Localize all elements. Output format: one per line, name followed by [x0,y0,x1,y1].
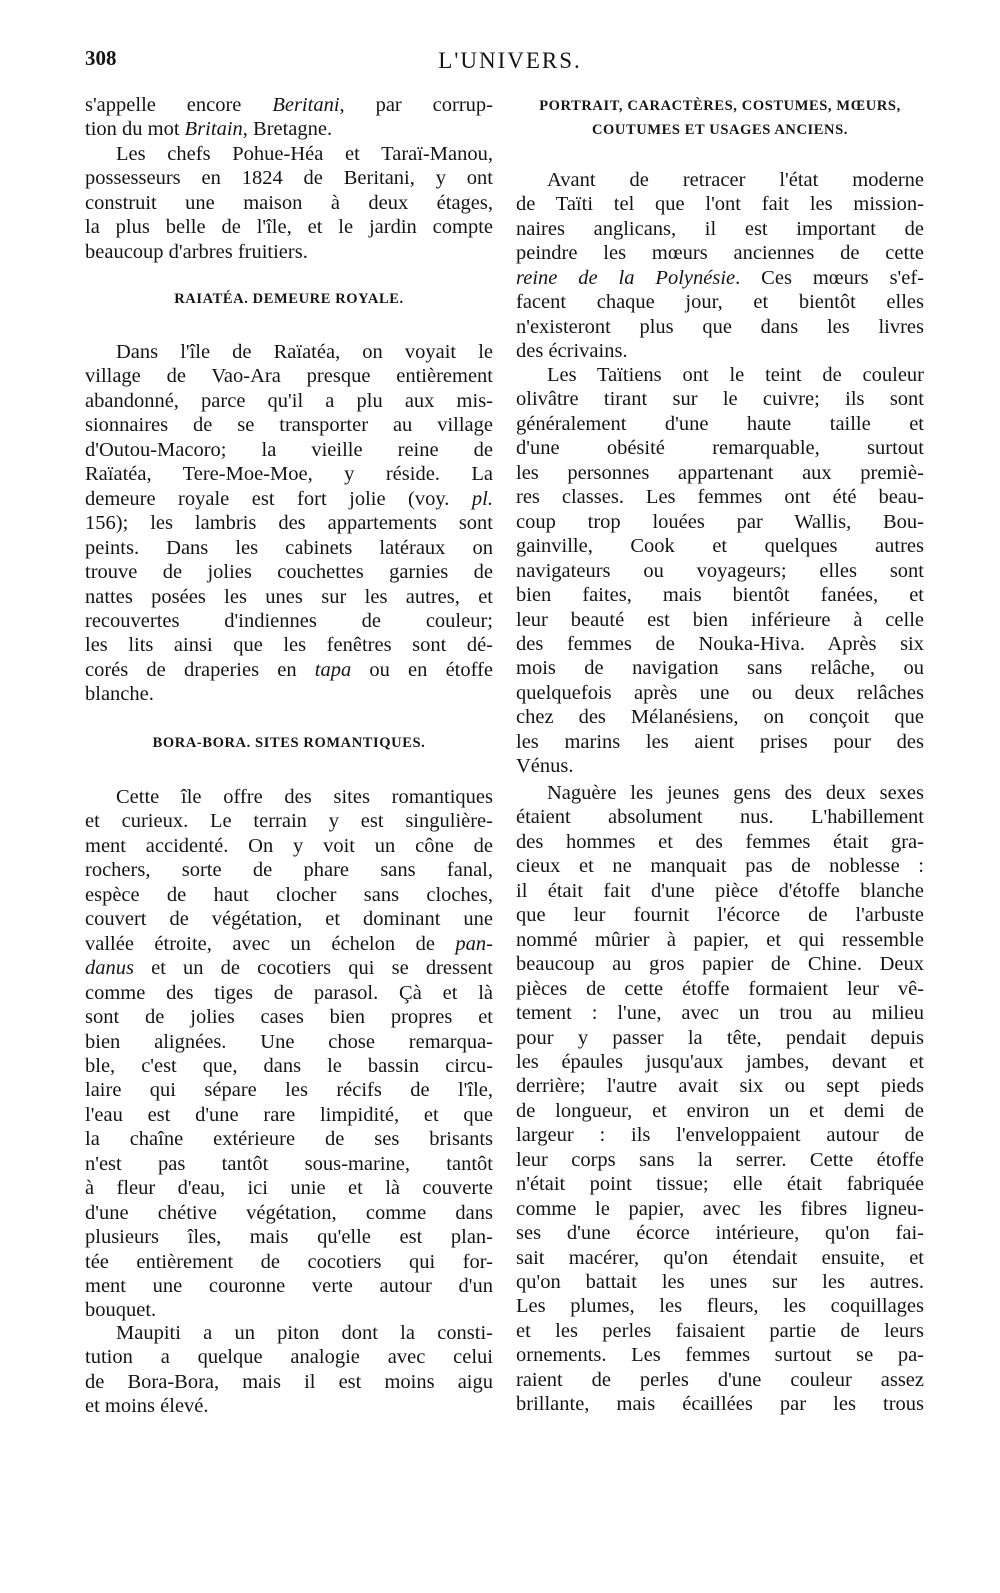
text-line: sont de jolies cases bien propres et [85,1006,493,1029]
text-line: tement : l'une, avec un trou au milieu [516,1002,924,1025]
text-line: et les perles faisaient partie de leurs [516,1319,924,1342]
text-line: Les chefs Pohue-Héa et Taraï-Manou, [116,143,493,165]
text-line: derrière; l'autre avait six ou sept pieds [516,1075,924,1098]
text-line: beaucoup d'arbres fruitiers. [85,240,308,263]
text-line: et curieux. Le terrain y est singulière- [85,810,493,833]
text-line: possesseurs en 1824 de Beritani, y ont [85,167,493,190]
text-line: pièces de cette étoffe formaient leur vê- [516,977,924,1000]
text-line: tée entièrement de cocotiers qui for- [85,1250,493,1273]
text-segment: tion du mot [85,118,185,141]
text-line: bouquet. [85,1299,157,1322]
text-line: des femmes de Nouka-Hiva. Après six [516,632,924,655]
text-line: d'une obésité remarquable, surtout [516,437,924,460]
section-heading: PORTRAIT, CARACTÈRES, COSTUMES, MŒURS, [539,98,901,114]
text-segment: , Bretagne. [242,118,333,141]
text-line: tution a quelque analogie avec celui [85,1346,493,1369]
text-line: village de Vao-Ara presque entièrement [85,365,493,388]
text-line: d'une chétive végétation, comme dans [85,1201,493,1224]
text-line: bien faites, mais bientôt fanées, et [516,584,924,607]
text-line: 156); les lambris des appartements sont [85,512,493,535]
text-line: comme des tiges de parasol. Çà et là [85,981,493,1004]
text-line: espèce de haut clocher sans cloches, [85,883,493,906]
text-line: Avant de retracer l'état moderne [547,169,924,191]
text-line: les lits ainsi que les fenêtres sont dé- [85,634,493,657]
italic-text: tapa [314,658,352,681]
text-line: d'Outou-Macoro; la vieille reine de [85,438,493,461]
section-heading: BORA-BORA. SITES ROMANTIQUES. [152,735,426,751]
text-line: de longueur, et environ un et demi de [516,1099,924,1122]
text-line: largeur : ils l'enveloppaient autour de [516,1124,924,1147]
text-line: olivâtre tirant sur le cuivre; ils sont [516,388,924,411]
italic-text: Beritani [272,94,340,116]
italic-text: Britain [184,118,243,141]
text-line [85,932,493,956]
text-line: ses d'une écorce intérieure, qu'on fai- [516,1222,924,1245]
text-line [85,93,493,117]
text-segment: corés de draperies en [85,658,315,681]
text-line [85,658,493,682]
text-segment: . Ces mœurs s'ef- [735,266,925,289]
text-line: navigateurs ou voyageurs; elles sont [516,559,924,582]
text-line: à fleur d'eau, ici unie et là couverte [85,1177,493,1200]
text-line [516,266,924,290]
italic-text: pl. [471,487,493,510]
text-line: qu'on battait les unes sur les autres. [516,1271,924,1293]
text-line: la plus belle de l'île, et le jardin compte [85,216,493,239]
text-line: étaient absolument nus. L'habillement [516,806,924,829]
text-line: n'est pas tantôt sous-marine, tantôt [85,1152,493,1175]
text-line: Raïatéa, Tere-Moe-Moe, y réside. La [85,463,493,486]
text-line: Naguère les jeunes gens des deux sexes [547,782,924,804]
text-line: res classes. Les femmes ont été beau- [516,486,924,509]
text-segment: vallée étroite, avec un échelon de [85,932,456,955]
text-line: la chaîne extérieure de ses brisants [85,1128,493,1151]
text-line: nattes posées les unes sur les autres, et [85,585,493,608]
text-line: brillante, mais écaillées par les trous [516,1393,924,1416]
italic-text: pan- [455,932,493,955]
text-line: couvert de végétation, et dominant une [85,908,493,931]
text-line: cieux et ne manquait pas de noblesse : [516,855,924,878]
text-line: n'était point tissue; elle était fabriquée [516,1173,924,1196]
text-line: ment une couronne verte autour d'un [85,1275,493,1297]
text-line: sionnaires de se transporter au village [85,414,493,437]
text-line: les personnes appartenant aux premiè- [516,461,924,484]
text-line: leur corps sans la serrer. Cette étoffe [516,1148,924,1171]
text-line [85,956,493,980]
text-line: facent chaque jour, et bientôt elles [516,291,924,314]
text-line: recouvertes d'indiennes de couleur; [85,609,493,632]
text-line: peints. Dans les cabinets latéraux on [85,536,493,559]
text-line: bien alignées. Une chose remarqua- [85,1030,493,1053]
text-line: Cette île offre des sites romantiques [116,786,493,808]
text-line: ment accidenté. On y voit un cône de [85,834,493,857]
text-line: mois de navigation sans relâche, ou [516,657,924,680]
text-line: peindre les mœurs anciennes de cette [516,242,924,265]
text-line: raient de perles d'une couleur assez [516,1368,924,1391]
section-heading: COUTUMES ET USAGES ANCIENS. [591,122,849,139]
text-line: Vénus. [516,755,574,778]
text-line: leur beauté est bien inférieure à celle [516,608,924,631]
section-heading: RAIATÉA. DEMEURE ROYALE. [174,291,404,307]
text-line: plusieurs îles, mais qu'elle est plan- [85,1226,493,1249]
text-segment: et un de cocotiers qui se dressent [133,957,493,980]
text-line: des écrivains. [516,340,628,363]
text-line [85,487,493,511]
text-line: n'existeront plus que dans les livres [516,315,924,338]
text-line: nommé mûrier à papier, et qui ressemble [516,928,924,951]
text-line: de Taïti tel que l'ont fait les mission- [516,193,924,216]
text-line: et moins élevé. [85,1395,209,1418]
text-line: il était fait d'une pièce d'étoffe blanche [516,879,924,902]
text-line: Dans l'île de Raïatéa, on voyait le [116,341,493,363]
text-line: naires anglicans, il est important de [516,217,924,240]
text-line: quelquefois après une ou deux relâches [516,681,924,704]
text-line: abandonné, parce qu'il a plu aux mis- [85,389,493,412]
text-line: pour y passer la tête, pendait depuis [516,1026,924,1049]
italic-text: danus [85,957,134,980]
text-line: chez des Mélanésiens, on conçoit que [516,706,924,729]
text-line: Maupiti a un piton dont la consti- [116,1322,493,1344]
text-line: blanche. [85,683,154,706]
text-line: ble, c'est que, dans le bassin circu- [85,1054,493,1077]
text-line: l'eau est d'une rare limpidité, et que [85,1103,493,1126]
text-segment: ou en étoffe [351,658,494,681]
text-line: gainville, Cook et quelques autres [516,535,924,558]
page-number: 308 [85,46,117,70]
text-line: les épaules jusqu'aux jambes, devant et [516,1050,924,1073]
text-line: beaucoup au gros papier de Chine. Deux [516,953,924,976]
text-line: de Bora-Bora, mais il est moins aigu [85,1370,493,1393]
text-line: généralement d'une haute taille et [516,412,924,435]
text-segment: s'appelle encore [85,94,273,116]
text-segment: , par corrup- [339,94,493,116]
text-line: trouve de jolies couchettes garnies de [85,561,493,584]
text-line: ornements. Les femmes surtout se pa- [516,1344,924,1367]
text-line [85,117,493,141]
text-line: des hommes et des femmes était gra- [516,830,924,853]
text-line: Les plumes, les fleurs, les coquillages [516,1295,924,1318]
text-line: les marins les aient prises pour des [516,730,924,753]
italic-text: reine de la Polynésie [516,266,736,289]
text-segment: demeure royale est fort jolie (voy. [85,487,472,510]
running-title: L'UNIVERS. [438,48,582,73]
text-line: que leur fournit l'écorce de l'arbuste [516,904,924,927]
text-line: Les Taïtiens ont le teint de couleur [547,364,924,386]
text-line: laire qui sépare les récifs de l'île, [85,1079,493,1102]
text-line: construit une maison à deux étages, [85,191,493,214]
text-line: sait macérer, qu'on étendait ensuite, et [516,1246,924,1269]
text-line: rochers, sorte de phare sans fanal, [85,859,493,882]
text-line: coup trop louées par Wallis, Bou- [516,510,924,533]
text-line: comme le papier, avec les fibres ligneu- [516,1197,924,1220]
